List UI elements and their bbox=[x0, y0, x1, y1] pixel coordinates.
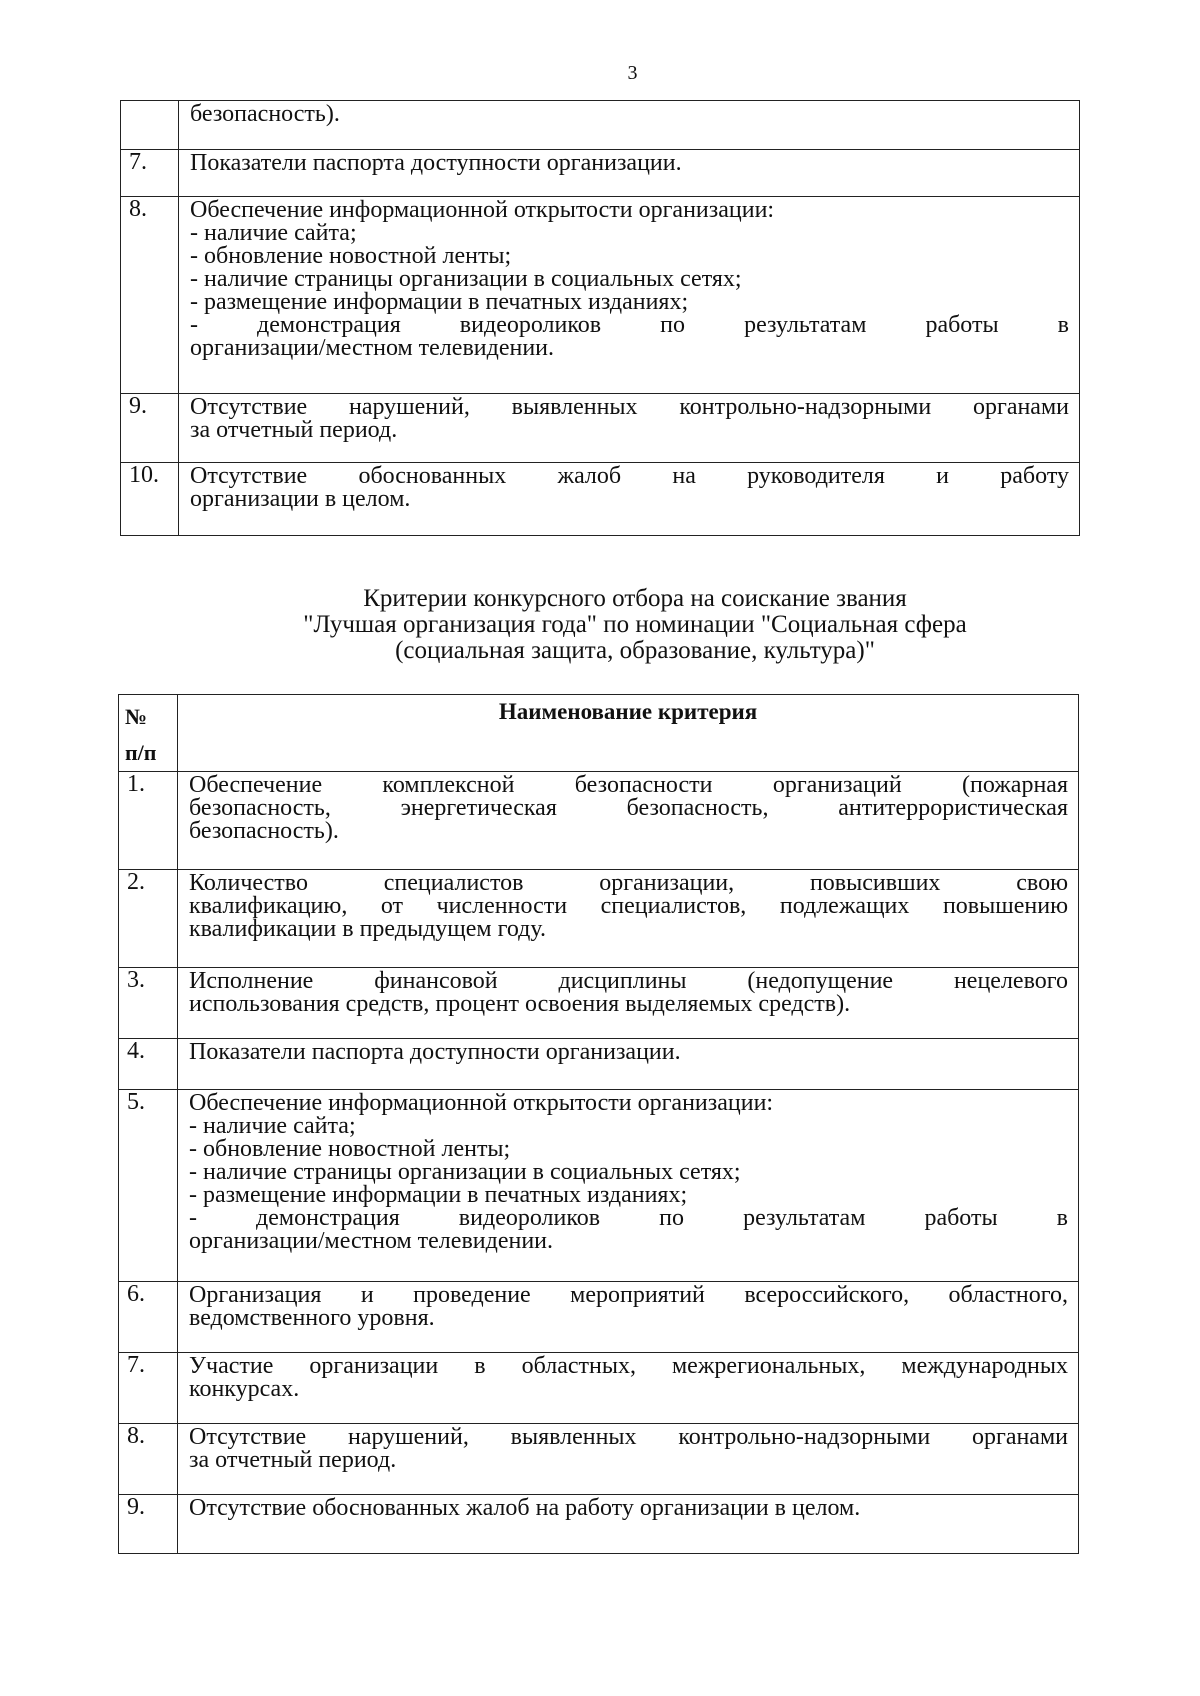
criterion-text bbox=[178, 1090, 1079, 1282]
criterion-line: за отчетный период. bbox=[189, 1447, 397, 1473]
criterion-line: организации в целом. bbox=[190, 486, 411, 512]
criterion-line: - обновление новостной ленты; bbox=[189, 1136, 511, 1162]
criterion-line: безопасность). bbox=[190, 101, 340, 127]
criterion-line: - демонстрация видеороликов по результатам работы в bbox=[190, 312, 1069, 338]
row-number: 3. bbox=[119, 968, 178, 1039]
criterion-line: Отсутствие нарушений, выявленных контрольно-надзорными органами bbox=[190, 394, 1069, 420]
criterion-line: квалификации в предыдущем году. bbox=[189, 916, 546, 942]
criteria-table-social-sphere bbox=[118, 694, 1079, 1554]
header-num-symbol: № bbox=[125, 704, 148, 729]
row-number: 8. bbox=[119, 1424, 178, 1495]
table-row bbox=[119, 772, 1079, 870]
criterion-line: - размещение информации в печатных изданиях; bbox=[189, 1182, 688, 1208]
criterion-text bbox=[179, 150, 1080, 197]
criterion-line: - демонстрация видеороликов по результатам работы в bbox=[189, 1205, 1068, 1231]
criterion-line: - наличие страницы организации в социальных сетях; bbox=[190, 266, 742, 292]
criterion-line: Отсутствие обоснованных жалоб на руководителя и работу bbox=[190, 463, 1069, 489]
criterion-text bbox=[179, 394, 1080, 463]
table-row bbox=[119, 1282, 1079, 1353]
criterion-line: безопасность, энергетическая безопасность, антитеррористическая bbox=[189, 795, 1068, 821]
criterion-line: - наличие сайта; bbox=[190, 220, 357, 246]
criterion-line: квалификацию, от численности специалистов, подлежащих повышению bbox=[189, 893, 1068, 919]
row-number: 5. bbox=[119, 1090, 178, 1282]
criterion-text bbox=[178, 870, 1079, 968]
criterion-line: Исполнение финансовой дисциплины (недопущение нецелевого bbox=[189, 968, 1068, 994]
header-criterion-name: Наименование критерия bbox=[178, 695, 1079, 772]
criterion-line: Участие организации в областных, межрегиональных, международных bbox=[189, 1353, 1068, 1379]
row-number: 7. bbox=[119, 1353, 178, 1424]
criterion-line: организации/местном телевидении. bbox=[189, 1228, 554, 1254]
section-heading bbox=[190, 586, 1080, 664]
criterion-line: использования средств, процент освоения выделяемых средств). bbox=[189, 991, 851, 1017]
criterion-line: - размещение информации в печатных изданиях; bbox=[190, 289, 689, 315]
table-row bbox=[119, 1090, 1079, 1282]
criterion-line: за отчетный период. bbox=[190, 417, 398, 443]
table-row bbox=[119, 1424, 1079, 1495]
header-number-column bbox=[119, 695, 178, 772]
table-row bbox=[121, 150, 1080, 197]
row-number: 10. bbox=[121, 463, 179, 536]
criterion-text bbox=[179, 101, 1080, 150]
criterion-text bbox=[179, 197, 1080, 394]
criterion-line: - наличие страницы организации в социальных сетях; bbox=[189, 1159, 741, 1185]
criterion-text bbox=[178, 772, 1079, 870]
heading-line-1: Критерии конкурсного отбора на соискание звания bbox=[363, 585, 907, 612]
criterion-text bbox=[178, 1495, 1079, 1554]
table-row bbox=[119, 1353, 1079, 1424]
header-num-abbr: п/п bbox=[125, 740, 157, 765]
criterion-line: Организация и проведение мероприятий всероссийского, областного, bbox=[189, 1282, 1068, 1308]
criterion-line: безопасность). bbox=[189, 818, 339, 844]
criterion-text bbox=[178, 1282, 1079, 1353]
criterion-line: Показатели паспорта доступности организации. bbox=[189, 1039, 681, 1065]
row-number: 9. bbox=[121, 394, 179, 463]
row-number: 2. bbox=[119, 870, 178, 968]
criterion-line: конкурсах. bbox=[189, 1376, 300, 1402]
row-number: 4. bbox=[119, 1039, 178, 1090]
row-number: 8. bbox=[121, 197, 179, 394]
criterion-line: Отсутствие обоснованных жалоб на работу организации в целом. bbox=[189, 1495, 861, 1521]
table-row bbox=[119, 1039, 1079, 1090]
criterion-line: - наличие сайта; bbox=[189, 1113, 356, 1139]
criterion-text bbox=[178, 1353, 1079, 1424]
criteria-table-continued bbox=[120, 100, 1080, 536]
criterion-text bbox=[178, 1424, 1079, 1495]
table-body bbox=[119, 772, 1079, 1554]
heading-line-3: (социальная защита, образование, культура)" bbox=[395, 637, 875, 664]
criterion-text bbox=[179, 463, 1080, 536]
criterion-line: Обеспечение информационной открытости организации: bbox=[190, 197, 775, 223]
table-row bbox=[121, 463, 1080, 536]
heading-line-2: "Лучшая организация года" по номинации "Социальная сфера bbox=[303, 611, 967, 638]
row-number: 9. bbox=[119, 1495, 178, 1554]
table-header-row bbox=[119, 695, 1079, 772]
criterion-text bbox=[178, 1039, 1079, 1090]
criterion-text bbox=[178, 968, 1079, 1039]
table-row bbox=[119, 1495, 1079, 1554]
table-row bbox=[121, 197, 1080, 394]
page-number: 3 bbox=[627, 62, 638, 84]
table-row bbox=[119, 870, 1079, 968]
criterion-line: организации/местном телевидении. bbox=[190, 335, 555, 361]
row-number: 6. bbox=[119, 1282, 178, 1353]
row-number: 1. bbox=[119, 772, 178, 870]
table-row bbox=[121, 394, 1080, 463]
row-number: 7. bbox=[121, 150, 179, 197]
criterion-line: - обновление новостной ленты; bbox=[190, 243, 512, 269]
criterion-line: Обеспечение информационной открытости организации: bbox=[189, 1090, 774, 1116]
criterion-line: Количество специалистов организации, повысивших свою bbox=[189, 870, 1068, 896]
criterion-line: Обеспечение комплексной безопасности организаций (пожарная bbox=[189, 772, 1068, 798]
row-number bbox=[121, 101, 179, 150]
table-row bbox=[121, 101, 1080, 150]
criterion-line: Отсутствие нарушений, выявленных контрольно-надзорными органами bbox=[189, 1424, 1068, 1450]
table-body bbox=[121, 101, 1080, 536]
criterion-line: ведомственного уровня. bbox=[189, 1305, 435, 1331]
table-row bbox=[119, 968, 1079, 1039]
criterion-line: Показатели паспорта доступности организации. bbox=[190, 150, 682, 176]
